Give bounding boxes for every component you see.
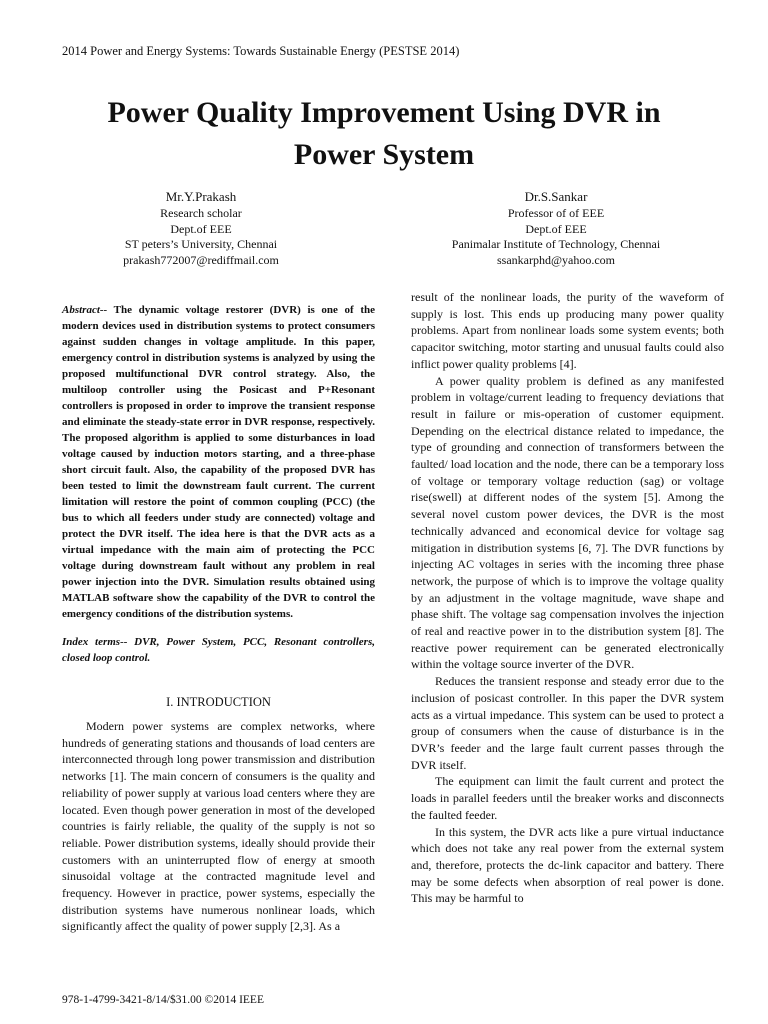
author-institution: Panimalar Institute of Technology, Chennai (451, 237, 661, 251)
author-name: Mr.Y.Prakash (165, 189, 237, 204)
body-paragraph: result of the nonlinear loads, the purity of the waveform of supply is lost. This ends up producing many power quality problems. Apart from nonlinear loads some system events; both capacitor switching, motor starting and unusual faults could also inflict power quality problems [4]. (411, 290, 724, 371)
right-column (411, 289, 724, 907)
paper-title-line-1: Power Quality Improvement Using DVR in (107, 96, 661, 129)
abstract-lead: Abstract-- (62, 304, 108, 316)
author-email: prakash772007@rediffmail.com (123, 252, 279, 267)
abstract (62, 302, 375, 622)
author-dept: Dept.of EEE (170, 221, 232, 236)
body-paragraph: Reduces the transient response and steady error due to the inclusion of posicast controller. In this paper the DVR system acts as a virtual impedance. This system can be used to protect a group of consumers when the cause of disturbance is in the DVR’s feeder and the large fault current passes through the DVR itself. (411, 674, 724, 772)
section-heading-introduction: I. INTRODUCTION (166, 695, 271, 709)
conference-header: 2014 Power and Energy Systems: Towards Sustainable Energy (PESTSE 2014) (62, 44, 460, 58)
left-column (62, 302, 375, 935)
abstract-text: The dynamic voltage restorer (DVR) is one of the modern devices used in distribution systems to protect consumers against sudden changes in voltage amplitude. In this paper, emergency control in distribution systems is analyzed by using the proposed multifunctional DVR control strategy. Also, the multiloop controller using the Posicast and P+Resonant controllers is proposed in order to improve the transient response and eliminate the steady-state error in DVR response, respectively. The proposed algorithm is applied to some disturbances in load voltage caused by induction motors starting, and a three-phase short circuit fault. Also, the capability of the proposed DVR has been tested to limit the downstream fault current. The current limitation will restore the point of common coupling (PCC) (the bus to which all feeders under study are connected) voltage and protect the DVR itself. The idea here is that the DVR acts as a virtual impedance with the main aim of protecting the PCC voltage during downstream fault without any problem in real power injection into the DVR. Simulation results obtained using MATLAB software show the capability of the DVR to control the emergency conditions of the distribution systems. (62, 304, 375, 620)
copyright-footer: 978-1-4799-3421-8/14/$31.00 ©2014 IEEE (62, 994, 264, 1006)
body-paragraph: A power quality problem is defined as any manifested problem in voltage/current leading to frequency deviations that result in failure or mis-operation of customer equipment. Depending on the electrical distance related to impedance, the type of grounding and connection of transformers between the faulted/ load location and the node, there can be a temporary loss of voltage or temporary voltage reduction (sag) or voltage rise(swell) at different nodes of the system [5]. Among the several novel custom power devices, the DVR is the most technically advanced and economical device for voltage sag mitigation in distribution systems [6, 7]. The DVR functions by injecting AC voltages in series with the incoming three phase network, the purpose of which is to improve the voltage quality by an adjustment in the voltage magnitude, wave shape and phase shift. The voltage sag compensation involves the injection of real and reactive power in to the distribution system [8]. The reactive power requirement can be generated electronically within the voltage source inverter of the DVR. (411, 373, 724, 672)
index-terms: Index terms-- DVR, Power System, PCC, Resonant controllers, closed loop control. (62, 636, 375, 664)
author-name: Dr.S.Sankar (524, 189, 588, 204)
body-paragraph: The equipment can limit the fault current and protect the loads in parallel feeders until the breaker works and disconnects the faulted feeder. (411, 774, 724, 822)
author-block-1 (66, 188, 336, 268)
body-paragraph: In this system, the DVR acts like a pure virtual inductance which does not take any real power from the external system and, therefore, protects the dc-link capacitor and battery. There may be some defects when absorption of real power is done. This may be harmful to (411, 824, 724, 906)
author-dept: Dept.of EEE (525, 221, 587, 236)
paper-title-line-2: Power System (293, 138, 475, 171)
author-email: ssankarphd@yahoo.com (496, 252, 616, 267)
author-role: Research scholar (160, 206, 242, 220)
author-role: Professor of of EEE (507, 206, 605, 220)
body-paragraph: Modern power systems are complex networks, where hundreds of generating stations and thousands of load centers are interconnected through long power transmission and distribution networks [1]. The main concern of consumers is the quality and reliability of power supply at various load centers where they are located. Even though power generation in most of the developed countries is fairly reliable, the quality of the supply is not so reliable. Power distribution systems, ideally should provide their customers with an uninterrupted flow of energy at smooth sinusoidal voltage at the contracted magnitude level and frequency. However in practice, power systems, especially the distribution systems have numerous nonlinear loads, which significantly affect the quality of power supply [2,3]. As a (62, 719, 375, 934)
author-institution: ST peters’s University, Chennai (124, 237, 278, 251)
author-block-2 (406, 188, 706, 268)
paper-title (40, 92, 728, 176)
